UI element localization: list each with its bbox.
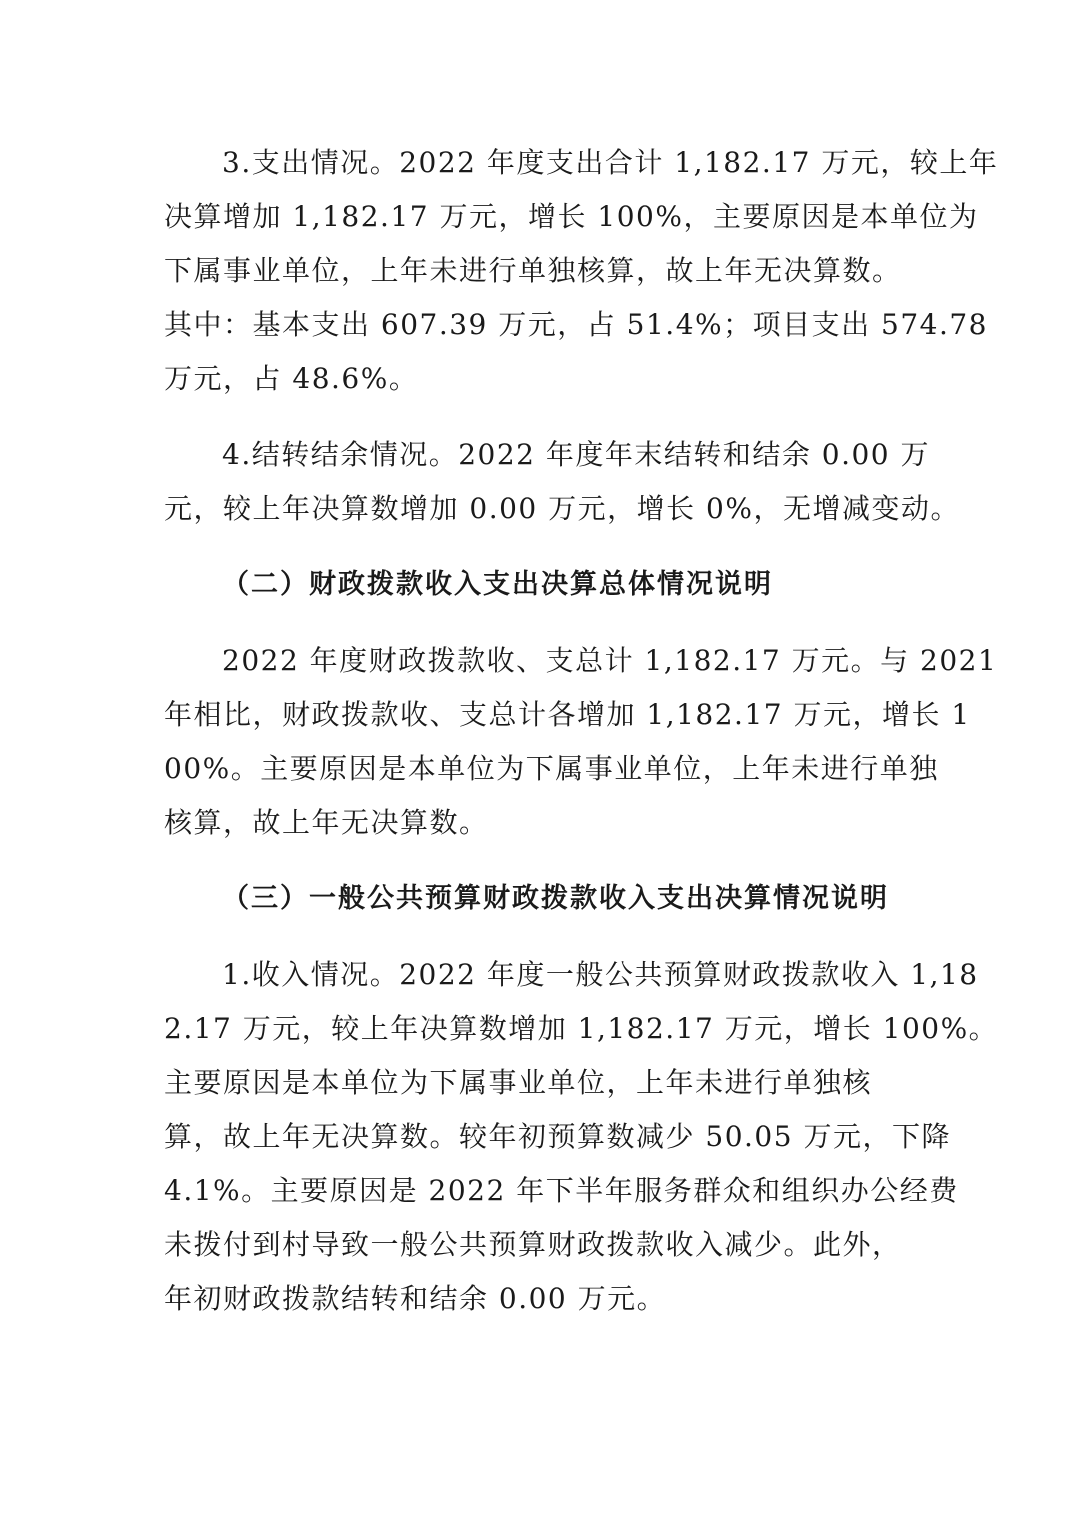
text-line: 年相比，财政拨款收、支总计各增加 1,182.17 万元，增长 1 bbox=[164, 698, 971, 731]
text-line: 算，故上年无决算数。较年初预算数减少 50.05 万元，下降 bbox=[164, 1120, 951, 1153]
text-line: 2022 年度财政拨款收、支总计 1,182.17 万元。与 2021 bbox=[222, 644, 998, 677]
section-heading-3 bbox=[164, 872, 924, 926]
paragraph-expenditure bbox=[164, 136, 999, 406]
text-line: 4.结转结余情况。2022 年度年末结转和结余 0.00 万 bbox=[222, 438, 931, 471]
text-line: 4.1%。主要原因是 2022 年下半年服务群众和组织办公经费 bbox=[164, 1174, 959, 1207]
text-line: 决算增加 1,182.17 万元，增长 100%，主要原因是本单位为 bbox=[164, 200, 979, 233]
section-heading: （二）财政拨款收入支出决算总体情况说明 bbox=[222, 569, 773, 600]
section-heading: （三）一般公共预算财政拨款收入支出决算情况说明 bbox=[222, 883, 889, 914]
text-line: 2.17 万元，较上年决算数增加 1,182.17 万元，增长 100%。 bbox=[164, 1012, 999, 1045]
text-line: 下属事业单位，上年未进行单独核算，故上年无决算数。 bbox=[164, 254, 902, 287]
text-line: 主要原因是本单位为下属事业单位，上年未进行单独核 bbox=[164, 1066, 873, 1099]
text-line: 元，较上年决算数增加 0.00 万元，增长 0%，无增减变动。 bbox=[164, 492, 960, 525]
text-line: 00%。主要原因是本单位为下属事业单位，上年未进行单独 bbox=[164, 752, 939, 785]
paragraph-income bbox=[164, 948, 999, 1326]
text-line: 3.支出情况。2022 年度支出合计 1,182.17 万元，较上年 bbox=[222, 146, 999, 179]
text-line: 核算，故上年无决算数。 bbox=[164, 806, 489, 839]
text-line: 万元，占 48.6%。 bbox=[164, 362, 419, 395]
paragraph-carryover bbox=[164, 428, 960, 536]
text-line: 1.收入情况。2022 年度一般公共预算财政拨款收入 1,18 bbox=[222, 958, 979, 991]
document-body bbox=[164, 136, 999, 1348]
text-line: 年初财政拨款结转和结余 0.00 万元。 bbox=[164, 1282, 667, 1315]
text-line: 其中：基本支出 607.39 万元，占 51.4%；项目支出 574.78 bbox=[164, 308, 988, 341]
paragraph-fiscal-total bbox=[164, 634, 998, 850]
section-heading-2 bbox=[164, 558, 924, 612]
text-line: 未拨付到村导致一般公共预算财政拨款收入减少。此外， bbox=[164, 1228, 902, 1261]
